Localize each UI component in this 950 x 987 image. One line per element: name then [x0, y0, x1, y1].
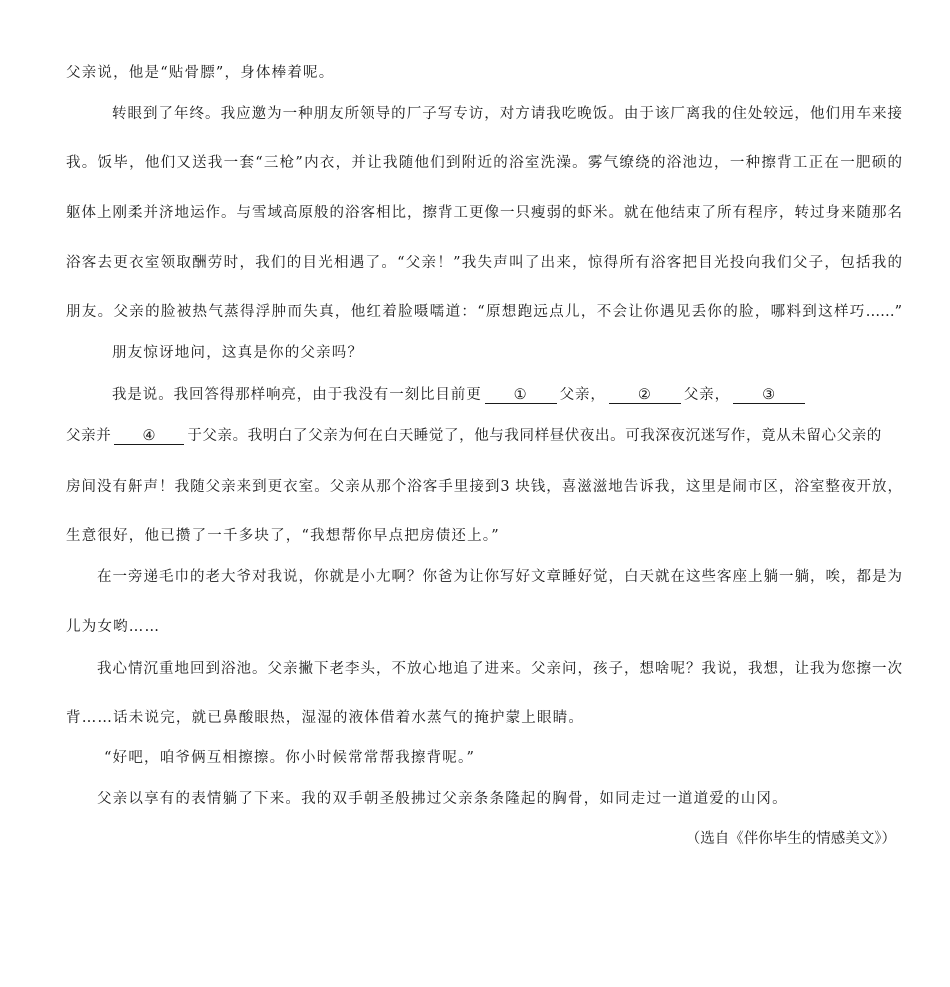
- paragraph-line: 躯体上刚柔并济地运作。与雪域高原般的浴客相比，擦背工更像一只瘦弱的虾米。就在他结束了所有程序，转过身来随那名: [66, 205, 902, 221]
- fill-blank-4: ④: [114, 428, 184, 445]
- paragraph-line: 朋友惊讶地问，这真是你的父亲吗？: [112, 345, 364, 361]
- fill-blank-1: ①: [485, 387, 557, 404]
- paragraph-line: 浴客去更衣室领取酬劳时，我们的目光相遇了。“父亲！”我失声叫了出来，惊得所有浴客把目光投向我们父子，包括我的: [66, 255, 902, 271]
- source-citation: （选自《伴你毕生的情感美文》）: [685, 831, 896, 847]
- paragraph-line: 父亲说，他是“贴骨膘”，身体棒着呢。: [66, 65, 335, 81]
- paragraph-line: 转眼到了年终。我应邀为一种朋友所领导的厂子写专访，对方请我吃晚饭。由于该厂离我的住处较远，他们用车来接: [112, 106, 902, 122]
- paragraph-line: “好吧，咱爷俩互相擦擦。你小时候常常帮我擦背呢。”: [104, 750, 476, 766]
- line-text: 父亲，: [683, 387, 731, 403]
- line-text: 于父亲。我明白了父亲为何在白天睡觉了，他与我同样昼伏夜出。可我深夜沉迷写作，竟从未留心父亲的: [187, 428, 882, 444]
- paragraph-line: 我。饭毕，他们又送我一套“三枪”内衣，并让我随他们到附近的浴室洗澡。雾气缭绕的浴池边，一种擦背工正在一肥硕的: [66, 155, 902, 171]
- paragraph-line: 父亲以享有的表情躺了下来。我的双手朝圣般拂过父亲条条隆起的胸骨，如同走过一道道爱的山冈。: [97, 791, 788, 807]
- paragraph-line: 朋友。父亲的脸被热气蒸得浮肿而失真，他红着脸嗫嚅道：“原想跑远点儿，不会让你遇见丢你的脸，哪料到这样巧……”: [66, 304, 902, 320]
- paragraph-line: 儿为女哟……: [66, 619, 161, 635]
- paragraph-line: 背……话未说完，就已鼻酸眼热，湿湿的液体借着水蒸气的掩护蒙上眼睛。: [66, 710, 585, 726]
- line-text: 我是说。我回答得那样响亮，由于我没有一刻比目前更: [112, 387, 482, 403]
- paragraph-line: 生意很好，他已攒了一千多块了，“我想帮你早点把房债还上。”: [66, 528, 500, 544]
- line-text: 父亲并: [66, 428, 112, 444]
- paragraph-line: 我心情沉重地回到浴池。父亲撇下老李头，不放心地追了进来。父亲问，孩子，想啥呢？我说，我想，让我为您擦一次: [97, 661, 902, 677]
- fill-in-line: [66, 426, 902, 446]
- fill-blank-2: ②: [609, 387, 681, 404]
- fill-blank-3: ③: [733, 387, 805, 404]
- fill-in-line: [112, 385, 948, 405]
- paragraph-line: 房间没有鼾声！我随父亲来到更衣室。父亲从那个浴客手里接到3 块钱，喜滋滋地告诉我，这里是闹市区，浴室整夜开放，: [66, 479, 902, 495]
- line-text: 父亲，: [559, 387, 606, 403]
- paragraph-line: 在一旁递毛巾的老大爷对我说，你就是小尢啊？你爸为让你写好文章睡好觉，白天就在这些客座上躺一躺，唉，都是为: [97, 569, 902, 585]
